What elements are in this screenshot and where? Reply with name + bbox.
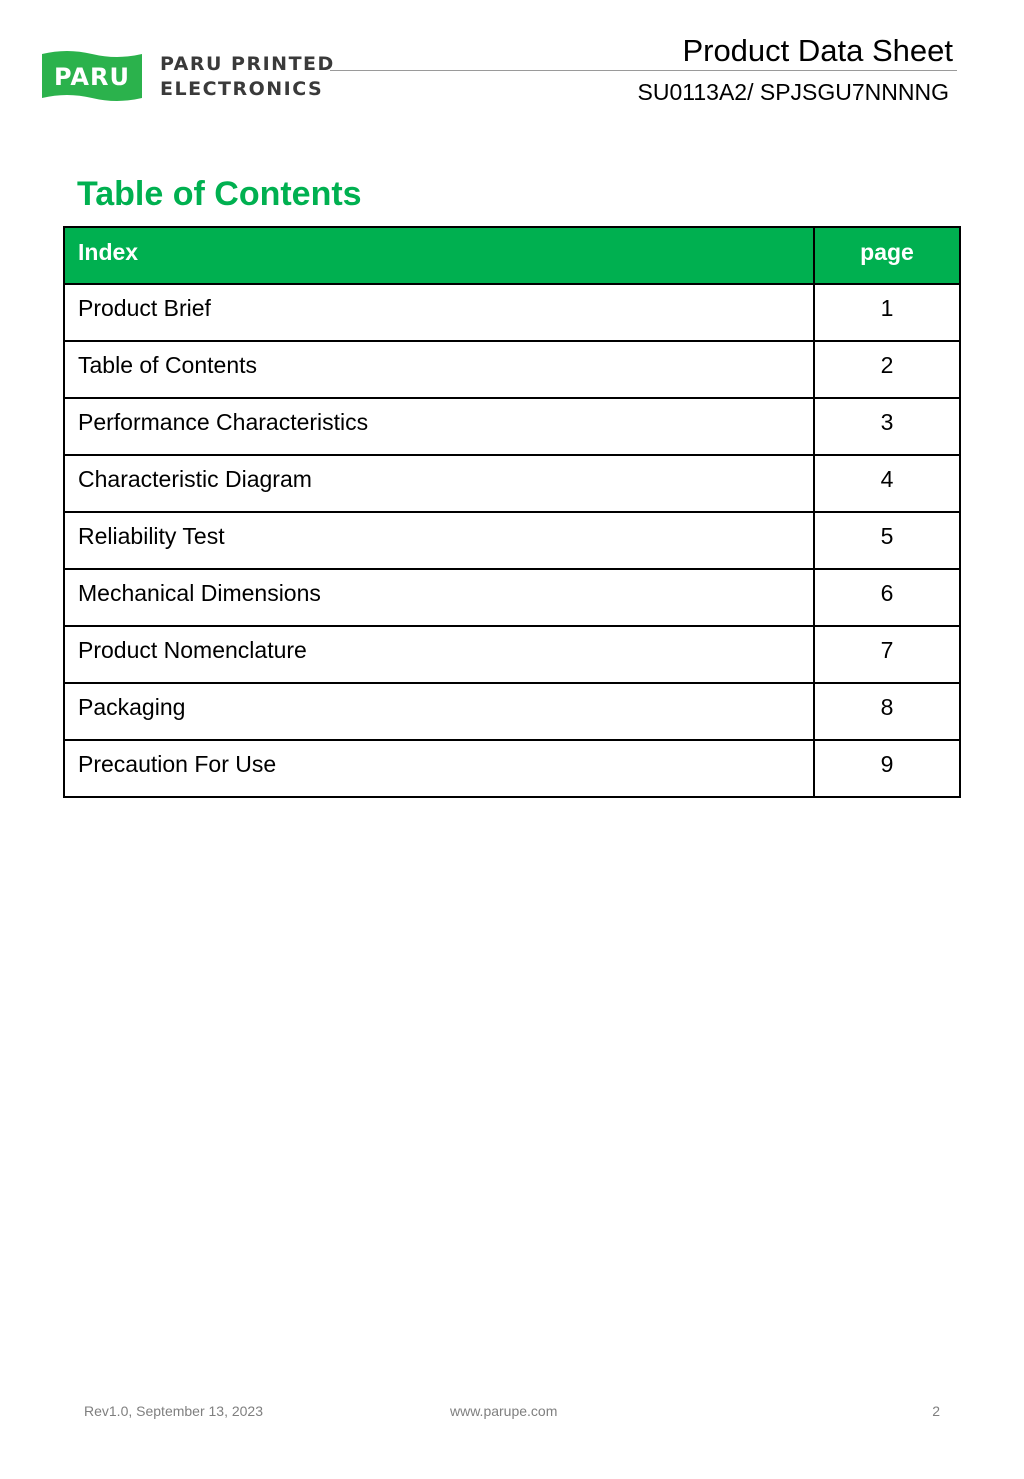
document-title: Product Data Sheet (682, 33, 953, 68)
toc-entry-title[interactable]: Precaution For Use (64, 740, 814, 797)
toc-row[interactable] (64, 398, 960, 455)
document-code: SU0113A2/ SPJSGU7NNNNG (637, 79, 949, 105)
toc-header-page: page (814, 227, 960, 284)
paru-logo-flag (42, 50, 142, 102)
logo-text: PARU (54, 63, 130, 91)
toc-header-index: Index (64, 227, 814, 284)
toc-row[interactable] (64, 284, 960, 341)
company-name (160, 52, 335, 102)
toc-entry-page: 1 (814, 284, 960, 341)
toc-entry-page: 8 (814, 683, 960, 740)
section-title: Table of Contents (77, 175, 362, 213)
toc-row[interactable] (64, 740, 960, 797)
paru-logo (42, 50, 142, 102)
toc-entry-title[interactable]: Mechanical Dimensions (64, 569, 814, 626)
toc-entry-title[interactable]: Performance Characteristics (64, 398, 814, 455)
footer-website[interactable]: www.parupe.com (450, 1403, 558, 1419)
header-divider (330, 70, 957, 71)
toc-entry-page: 2 (814, 341, 960, 398)
toc-entry-page: 4 (814, 455, 960, 512)
toc-table (63, 226, 961, 798)
toc-entry-title[interactable]: Table of Contents (64, 341, 814, 398)
toc-entry-title[interactable]: Packaging (64, 683, 814, 740)
toc-row[interactable] (64, 683, 960, 740)
toc-row[interactable] (64, 512, 960, 569)
footer-revision: Rev1.0, September 13, 2023 (84, 1403, 264, 1419)
toc-row[interactable] (64, 341, 960, 398)
toc-entry-page: 5 (814, 512, 960, 569)
toc-entry-page: 9 (814, 740, 960, 797)
toc-entry-page: 7 (814, 626, 960, 683)
toc-entry-page: 3 (814, 398, 960, 455)
toc-row[interactable] (64, 455, 960, 512)
toc-row[interactable] (64, 626, 960, 683)
toc-entry-page: 6 (814, 569, 960, 626)
company-name-line1: PARU PRINTED (160, 53, 335, 75)
toc-entry-title[interactable]: Characteristic Diagram (64, 455, 814, 512)
toc-entry-title[interactable]: Product Nomenclature (64, 626, 814, 683)
company-name-line2: ELECTRONICS (160, 78, 324, 100)
toc-row[interactable] (64, 569, 960, 626)
toc-entry-title[interactable]: Reliability Test (64, 512, 814, 569)
footer-page-number: 2 (932, 1403, 940, 1419)
toc-header-row (64, 227, 960, 284)
toc-entry-title[interactable]: Product Brief (64, 284, 814, 341)
